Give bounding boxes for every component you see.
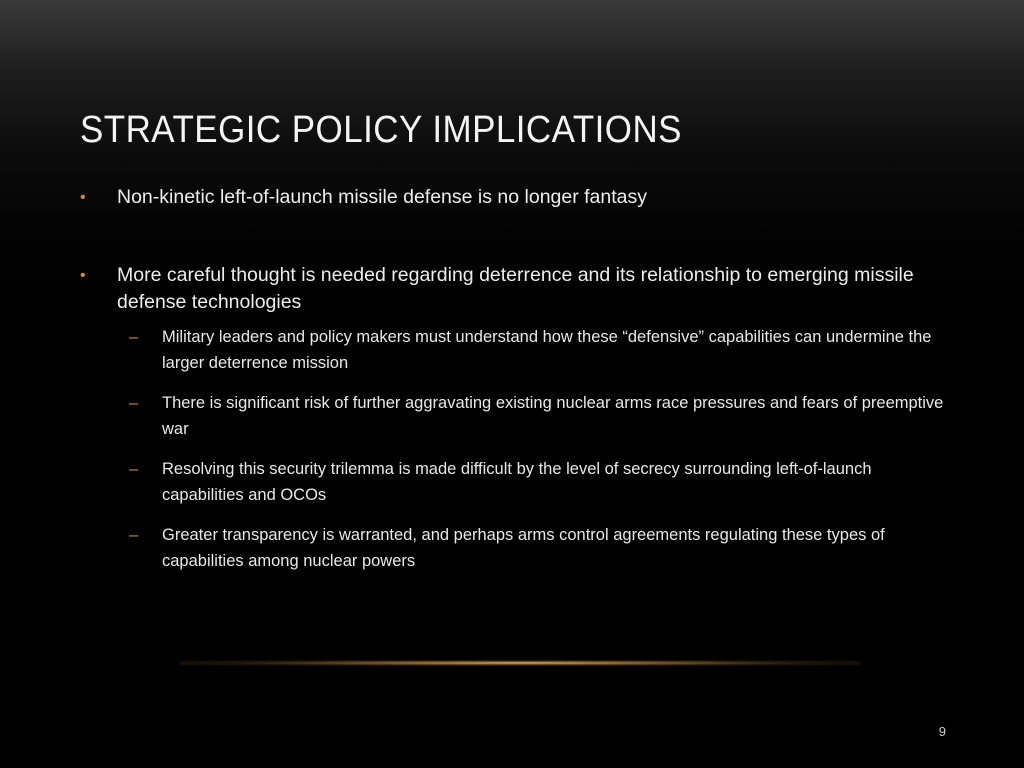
sub-bullet-marker: – xyxy=(129,394,139,412)
bullet-marker: • xyxy=(80,267,86,284)
bullet-text: Non-kinetic left-of-launch missile defense is no longer fantasy xyxy=(117,186,648,208)
sub-bullet-item xyxy=(80,456,950,508)
sub-bullet-marker: – xyxy=(129,526,139,544)
bullet-marker: • xyxy=(80,189,86,206)
bullet-item xyxy=(80,184,950,211)
slide-content xyxy=(80,184,950,588)
sub-bullet-text: There is significant risk of further aggravating existing nuclear arms race pressures and fears of preemptive war xyxy=(162,394,944,438)
sub-bullet-text: Military leaders and policy makers must understand how these “defensive” capabilities can undermine the larger deterrence mission xyxy=(162,328,932,372)
sub-bullet-item xyxy=(80,390,950,442)
bullet-item xyxy=(80,262,950,316)
sub-bullet-marker: – xyxy=(129,460,139,478)
slide-title: STRATEGIC POLICY IMPLICATIONS xyxy=(80,109,682,151)
decorative-glow-divider xyxy=(180,660,860,666)
sub-bullet-text: Resolving this security trilemma is made difficult by the level of secrecy surrounding left-of-launch capabilities and OCOs xyxy=(162,460,872,504)
sub-bullet-marker: – xyxy=(129,328,139,346)
page-number: 9 xyxy=(938,724,946,739)
sub-bullet-item xyxy=(80,522,950,574)
sub-bullet-item xyxy=(80,324,950,376)
bullet-text: More careful thought is needed regarding deterrence and its relationship to emerging missile defense technologies xyxy=(117,264,914,313)
sub-bullet-text: Greater transparency is warranted, and perhaps arms control agreements regulating these types of capabilities among nuclear powers xyxy=(162,526,885,570)
